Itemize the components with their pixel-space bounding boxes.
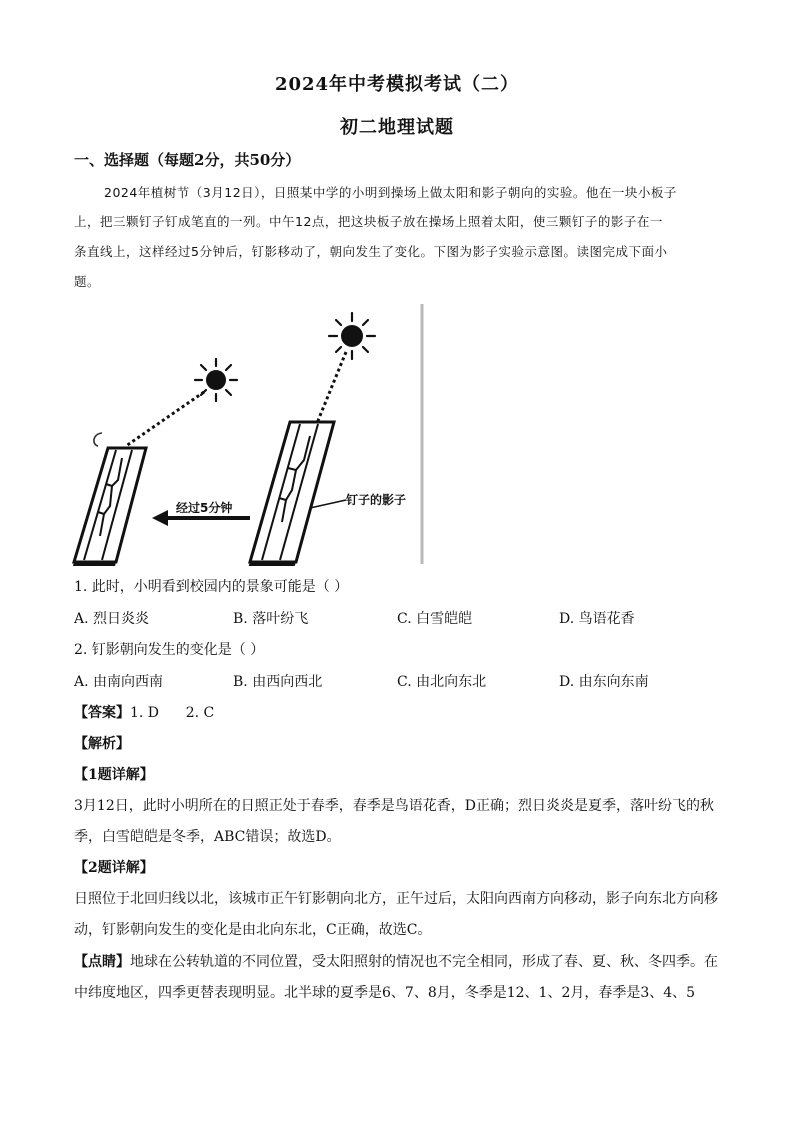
tip-line-1: 地球在公转轨道的不同位置，受太阳照射的情况也不完全相同，形成了春、夏、秋、冬四季。在	[130, 954, 718, 970]
q2-option-b[interactable]: B. 由西向西北	[233, 674, 323, 690]
arrow-label: 经过5分钟	[176, 501, 233, 515]
nail-shadow-label: 钉子的影子	[346, 493, 407, 507]
answer-row	[74, 703, 214, 723]
q1-detail-label: 【1题详解】	[74, 767, 154, 783]
q2-detail-line-2: 动，钉影朝向发生的变化是由北向东北，C正确，故选C。	[74, 922, 432, 938]
nail-pointer-line	[310, 500, 346, 508]
sun-icon-left	[195, 359, 237, 401]
hook-mark	[94, 433, 102, 446]
board-left	[72, 448, 146, 566]
tip-row	[74, 952, 718, 972]
intro-line-1: 2024年植树节（3月12日），日照某中学的小明到操场上做太阳和影子朝向的实验。他在一块小板子	[104, 185, 677, 200]
q1-option-a[interactable]: A. 烈日炎炎	[74, 611, 150, 627]
answer-label: 【答案】	[74, 705, 130, 721]
tip-label: 【点睛】	[74, 954, 130, 970]
answer-text: 1. D 2. C	[130, 705, 215, 721]
shadow-experiment-figure	[72, 300, 432, 566]
board-right	[248, 422, 334, 566]
exam-subtitle: 初二地理试题	[340, 117, 454, 138]
analysis-label: 【解析】	[74, 736, 130, 752]
q2-option-a[interactable]: A. 由南向西南	[74, 674, 164, 690]
intro-line-3: 条直线上，这样经过5分钟后，钉影移动了，朝向发生了变化。下图为影子实验示意图。读图完成下面小	[74, 244, 668, 259]
q2-detail-label: 【2题详解】	[74, 860, 154, 876]
q1-detail-line-1: 3月12日，此时小明所在的日照正处于春季，春季是鸟语花香，D正确；烈日炎炎是夏季，落叶纷飞的秋	[74, 798, 714, 814]
q1-detail-line-2: 季，白雪皑皑是冬季，ABC错误；故选D。	[74, 829, 341, 845]
exam-title: 2024年中考模拟考试（二）	[274, 74, 520, 95]
q1-option-b[interactable]: B. 落叶纷飞	[233, 611, 309, 627]
question-1-stem: 1. 此时，小明看到校园内的景象可能是（ ）	[74, 579, 349, 595]
sun-ray-right	[315, 352, 346, 428]
sun-icon-right	[329, 313, 375, 359]
q1-option-c[interactable]: C. 白雪皑皑	[397, 611, 473, 627]
q2-option-d[interactable]: D. 由东向东南	[559, 674, 649, 690]
section-heading: 一、选择题（每题2分，共50分）	[74, 151, 301, 169]
q1-option-d[interactable]: D. 鸟语花香	[559, 611, 635, 627]
question-2-stem: 2. 钉影朝向发生的变化是（ ）	[74, 642, 265, 658]
q2-option-c[interactable]: C. 由北向东北	[397, 674, 487, 690]
tip-line-2: 中纬度地区，四季更替表现明显。北半球的夏季是6、7、8月，冬季是12、1、2月，春季是3、4、5	[74, 985, 696, 1001]
q2-detail-line-1: 日照位于北回归线以北，该城市正午钉影朝向北方，正午过后，太阳向西南方向移动，影子向东北方向移	[74, 891, 718, 907]
intro-line-2: 上，把三颗钉子钉成笔直的一列。中午12点，把这块板子放在操场上照着太阳，使三颗钉子的影子在一	[74, 214, 663, 229]
intro-line-4: 题。	[74, 274, 101, 289]
sun-ray-left	[126, 392, 204, 446]
